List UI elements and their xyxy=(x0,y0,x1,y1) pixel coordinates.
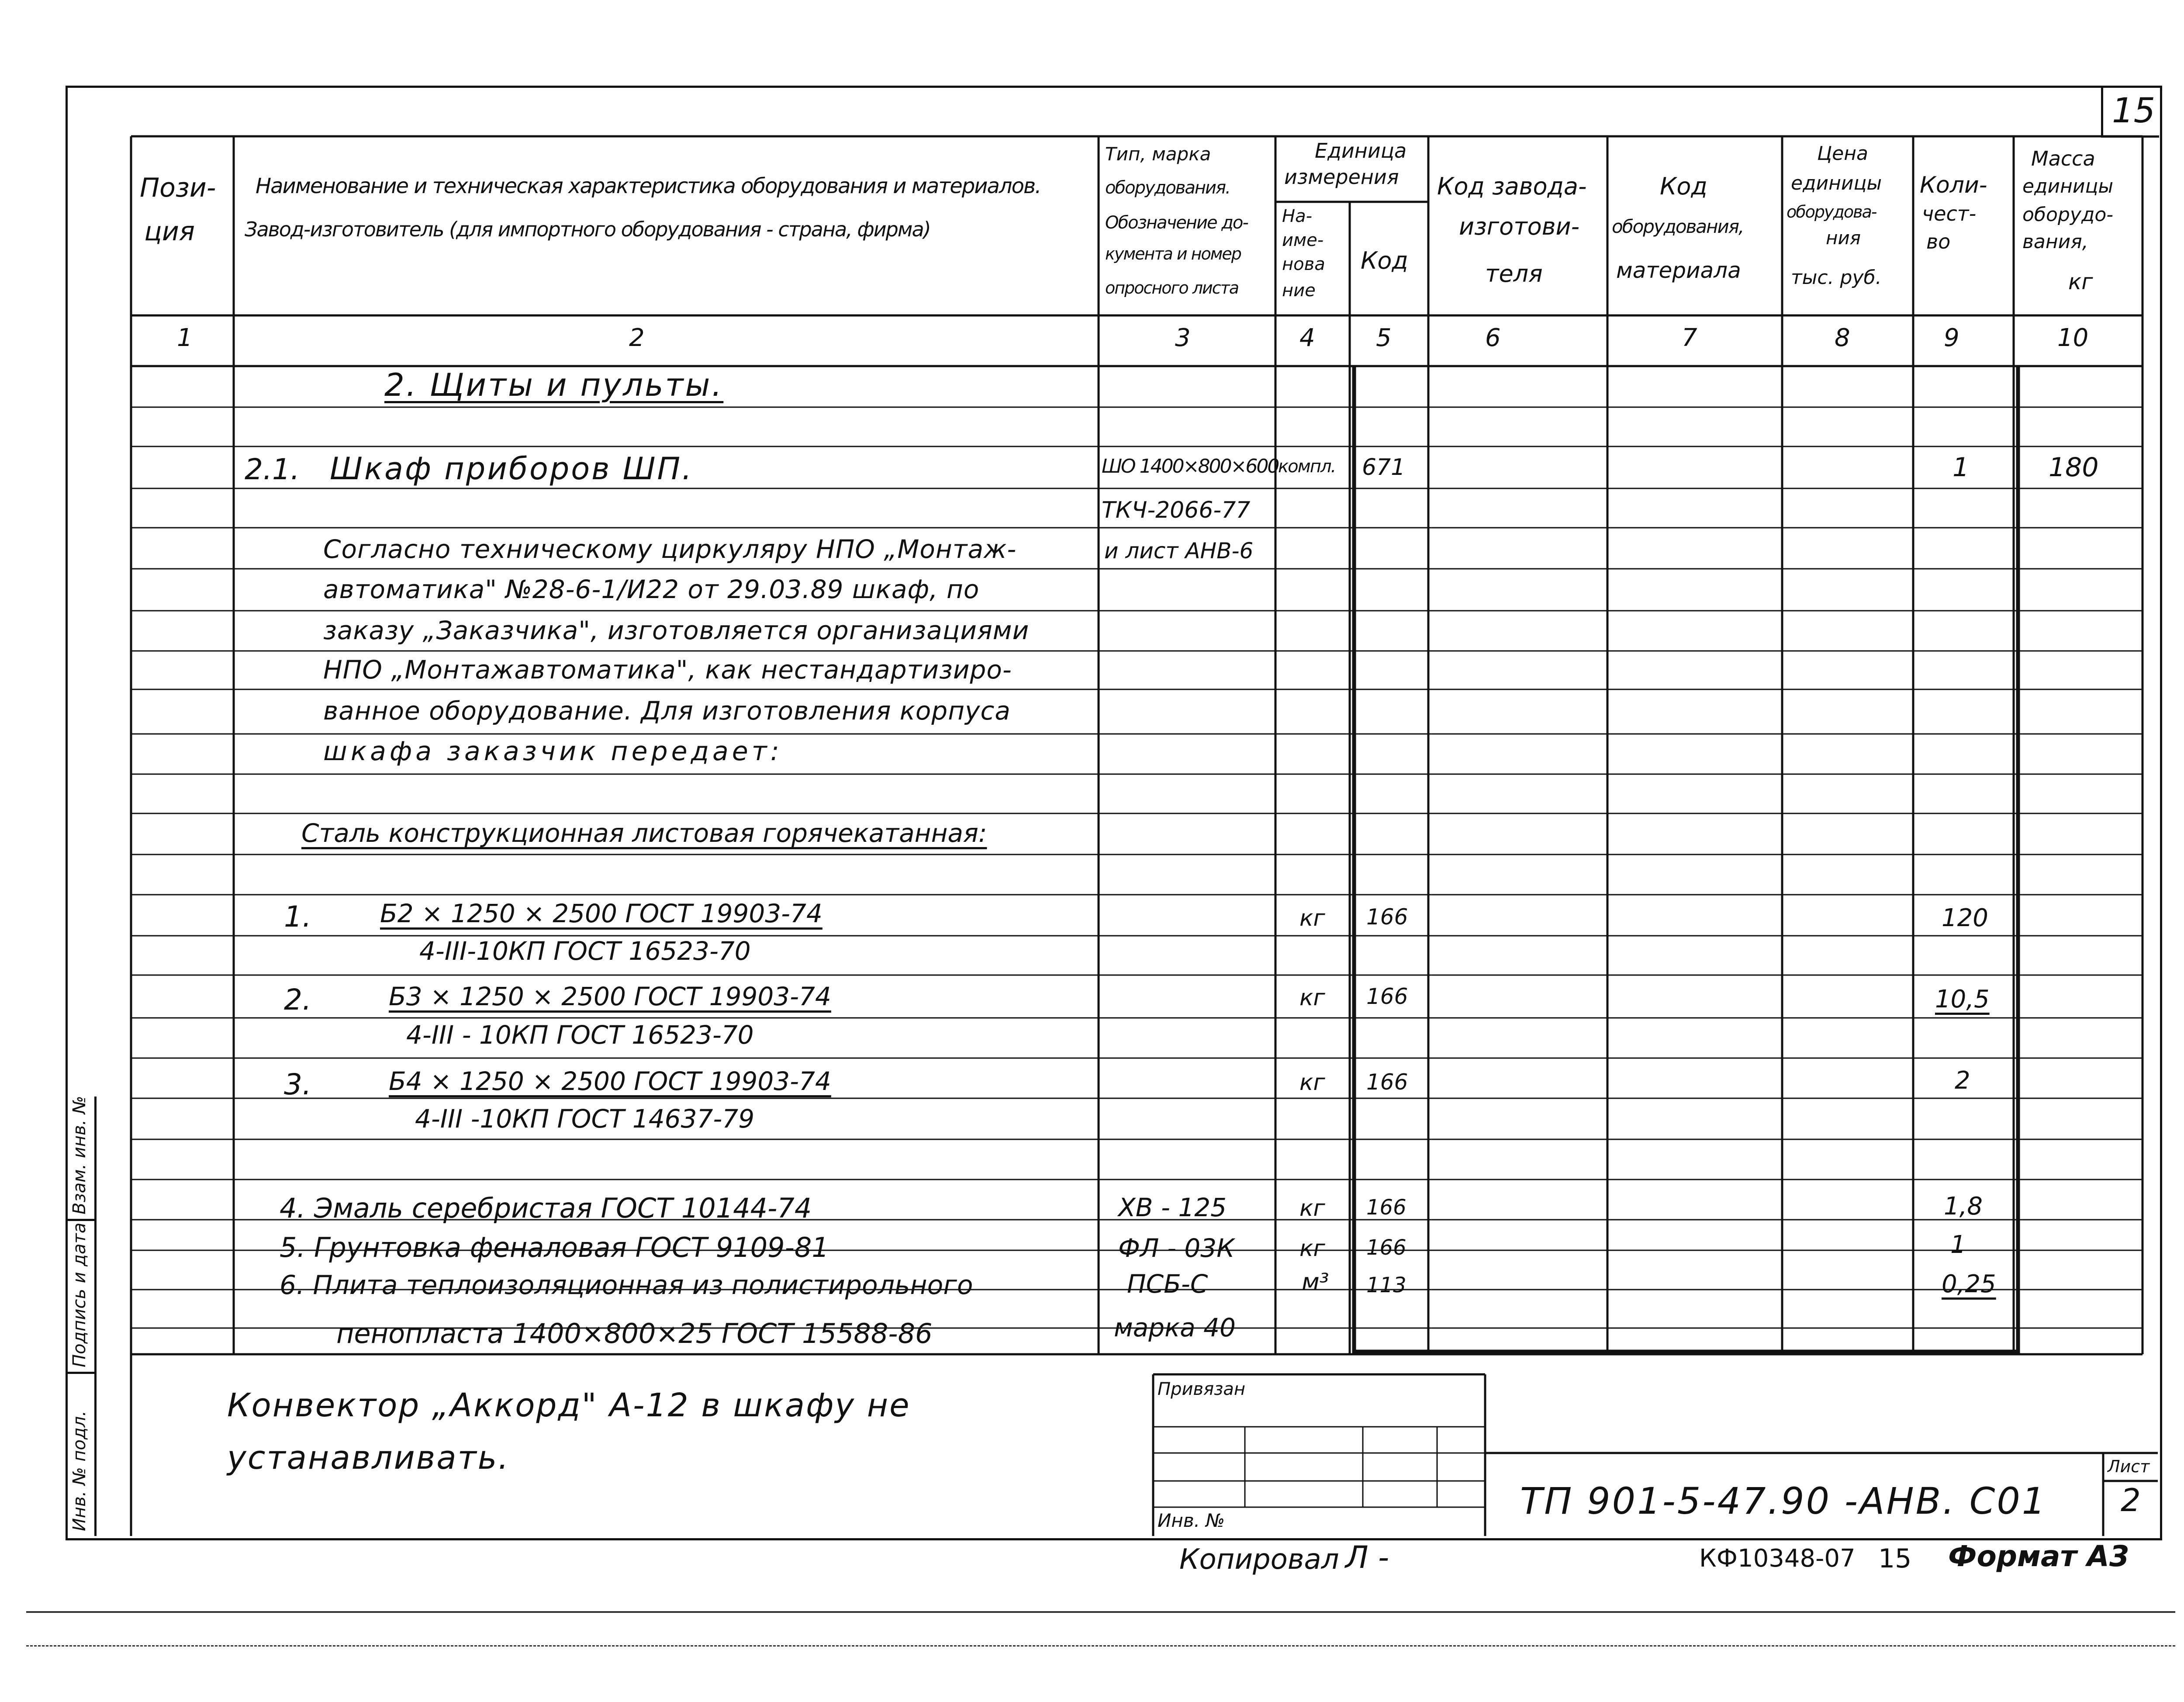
steel-3-unit: кг xyxy=(1299,1069,1325,1096)
header-col8-line1: Цена xyxy=(1817,142,1868,165)
col-number: 3 xyxy=(1175,324,1191,352)
header-col10-line2: единицы xyxy=(2022,175,2114,197)
steel-3-line1: Б4 × 1250 × 2500 ГОСТ 19903-74 xyxy=(389,1066,831,1096)
section-title: 2. Щиты и пульты. xyxy=(384,367,724,403)
stamp-list-label: Лист xyxy=(2108,1457,2150,1476)
stamp-list-num: 2 xyxy=(2121,1482,2141,1519)
item-4-code: 166 xyxy=(1366,1195,1406,1220)
header-col2-line1: Наименование и техническая характеристика оборудования и материалов. xyxy=(256,174,1041,198)
steel-1-qty: 120 xyxy=(1942,904,1988,932)
header-col1-line1: Пози- xyxy=(140,173,216,203)
steel-3-code: 166 xyxy=(1366,1069,1408,1095)
margin-label-sign: Подпись и дата xyxy=(69,1222,90,1367)
item-2-1-code: 671 xyxy=(1362,454,1406,481)
steel-2-line1: Б3 × 1250 × 2500 ГОСТ 19903-74 xyxy=(389,982,831,1011)
sheet-number: 15 xyxy=(2112,91,2156,131)
paragraph-line: ванное оборудование. Для изготовления корпуса xyxy=(323,696,1011,726)
header-col6-line2: изготови- xyxy=(1459,213,1580,240)
item-6-qty: 0,25 xyxy=(1942,1270,1996,1298)
header-col9-line1: Коли- xyxy=(1920,172,1987,198)
steel-1-code: 166 xyxy=(1366,904,1408,930)
paragraph-line: заказу „Заказчика", изготовляется организациями xyxy=(323,616,1030,645)
steel-1-pos: 1. xyxy=(284,900,311,934)
steel-3-pos: 3. xyxy=(284,1068,311,1101)
header-col8-line2: единицы xyxy=(1791,172,1882,194)
header-col4-line2: име- xyxy=(1282,230,1324,250)
item-5-code: 166 xyxy=(1366,1235,1406,1260)
steel-2-code: 166 xyxy=(1366,984,1408,1009)
doc-ref-line2: и лист АНВ-6 xyxy=(1104,538,1254,564)
col-number: 4 xyxy=(1299,324,1315,352)
header-col7-line3: материала xyxy=(1616,258,1741,283)
header-col3-line5: опросного листа xyxy=(1105,278,1239,298)
steel-1-line1: Б2 × 1250 × 2500 ГОСТ 19903-74 xyxy=(380,899,822,928)
paragraph-line: шкафа заказчик передает: xyxy=(323,736,783,767)
footer-copied: Копировал xyxy=(1179,1543,1339,1576)
item-2-1-pos: 2.1. xyxy=(245,453,300,486)
paragraph-line: НПО „Монтажавтоматика", как нестандартизиро- xyxy=(323,655,1012,685)
col-number: 5 xyxy=(1376,324,1392,352)
item-6-text: 6. Плита теплоизоляционная из полистирольного xyxy=(280,1270,973,1301)
col-number: 7 xyxy=(1682,324,1697,352)
item-4-qty: 1,8 xyxy=(1944,1192,1983,1221)
header-units-group-line2: измерения xyxy=(1284,165,1399,189)
item-4-type: ХВ - 125 xyxy=(1118,1193,1227,1222)
steel-2-line2: 4-III - 10КП ГОСТ 16523-70 xyxy=(406,1020,754,1050)
item-5-type: ФЛ - 03К xyxy=(1118,1233,1235,1263)
item-6-code: 113 xyxy=(1366,1273,1406,1297)
footer-code: КФ10348-07 xyxy=(1699,1544,1856,1573)
col-number: 9 xyxy=(1944,324,1959,352)
header-col4-line4: ние xyxy=(1282,280,1316,301)
header-col2-line2: Завод-изготовитель (для импортного оборудования - страна, фирма) xyxy=(245,218,930,241)
header-col10-line1: Масса xyxy=(2031,147,2095,170)
steel-1-line2: 4-III-10КП ГОСТ 16523-70 xyxy=(419,936,751,966)
col-number: 10 xyxy=(2057,324,2089,352)
steel-1-unit: кг xyxy=(1299,905,1325,931)
item-5-unit: кг xyxy=(1299,1235,1325,1262)
item-5-qty: 1 xyxy=(1950,1231,1966,1259)
col-number: 8 xyxy=(1835,324,1850,352)
header-col10-line4: вания, xyxy=(2022,231,2088,253)
item-2-1-name: Шкаф приборов ШП. xyxy=(330,451,694,487)
item-2-1-mass: 180 xyxy=(2049,452,2099,483)
header-col4-line1: На- xyxy=(1282,206,1313,226)
item-4-text: 4. Эмаль серебристая ГОСТ 10144-74 xyxy=(280,1192,812,1224)
stamp-privyazan: Привязан xyxy=(1158,1379,1246,1399)
header-col4-line3: нова xyxy=(1282,254,1325,274)
item-2-1-qty: 1 xyxy=(1952,452,1970,483)
note-line2: устанавливать. xyxy=(227,1439,510,1477)
steel-title: Сталь конструкционная листовая горячекатанная: xyxy=(301,818,987,848)
item-4-unit: кг xyxy=(1299,1195,1325,1221)
steel-3-line2: 4-III -10КП ГОСТ 14637-79 xyxy=(415,1104,755,1134)
page-edge-line xyxy=(26,1645,2175,1648)
header-units-group-line1: Единица xyxy=(1315,139,1407,163)
header-col3-line1: Тип, марка xyxy=(1105,143,1211,165)
header-col7-line2: оборудования, xyxy=(1612,216,1744,237)
doc-ref-line1: ТКЧ-2066-77 xyxy=(1102,497,1251,523)
margin-label-vzam: Взам. инв. № xyxy=(69,1096,90,1214)
header-col7-line1: Код xyxy=(1660,173,1707,200)
stamp-doc-code: ТП 901-5-47.90 -АНВ. С01 xyxy=(1520,1480,2047,1522)
page-edge-line xyxy=(26,1611,2175,1613)
item-6-text-line2: пенопласта 1400×800×25 ГОСТ 15588-86 xyxy=(336,1318,933,1349)
item-2-1-type: ШО 1400×800×600 xyxy=(1102,455,1279,477)
stamp-inv: Инв. № xyxy=(1158,1510,1225,1531)
margin-label-inv: Инв. № подл. xyxy=(69,1411,90,1531)
header-col6-line1: Код завода- xyxy=(1437,173,1587,200)
header-col6-line3: теля xyxy=(1485,260,1543,287)
item-5-text: 5. Грунтовка феналовая ГОСТ 9109-81 xyxy=(280,1232,829,1263)
footer-signature: Л - xyxy=(1345,1539,1389,1575)
header-col10-line3: оборудо- xyxy=(2022,204,2114,226)
steel-2-unit: кг xyxy=(1299,985,1325,1011)
header-col8-line5: тыс. руб. xyxy=(1791,266,1882,289)
item-6-type-line2: марка 40 xyxy=(1114,1313,1236,1342)
header-col9-line2: чест- xyxy=(1922,202,1977,225)
header-col3-line3: Обозначение до- xyxy=(1105,213,1248,233)
header-col1-line2: ция xyxy=(144,216,195,247)
item-2-1-unit: компл. xyxy=(1278,457,1336,477)
col-number: 2 xyxy=(629,324,645,352)
header-col3-line2: оборудования. xyxy=(1105,178,1230,198)
note-line1: Конвектор „Аккорд" А-12 в шкафу не xyxy=(227,1387,911,1424)
paragraph-line: Согласно техническому циркуляру НПО „Монтаж- xyxy=(323,534,1017,564)
col-number: 1 xyxy=(177,324,193,352)
footer-format: Формат А3 xyxy=(1948,1539,2129,1573)
steel-2-pos: 2. xyxy=(284,983,311,1017)
steel-3-qty: 2 xyxy=(1955,1066,1970,1095)
paragraph-line: автоматика" №28-6-1/И22 от 29.03.89 шкаф, по xyxy=(323,574,980,604)
header-col10-line5: кг xyxy=(2068,269,2093,294)
header-col8-line4: ния xyxy=(1826,227,1861,249)
header-col9-line3: во xyxy=(1926,230,1951,253)
header-col5: Код xyxy=(1361,247,1408,274)
item-6-type: ПСБ-С xyxy=(1127,1269,1208,1299)
col-number: 6 xyxy=(1485,324,1501,352)
header-col8-line3: оборудова- xyxy=(1787,202,1876,221)
header-col3-line4: кумента и номер xyxy=(1105,244,1241,263)
footer-number: 15 xyxy=(1878,1543,1912,1574)
steel-2-qty: 10,5 xyxy=(1935,985,1990,1014)
item-6-unit: м³ xyxy=(1302,1268,1329,1296)
